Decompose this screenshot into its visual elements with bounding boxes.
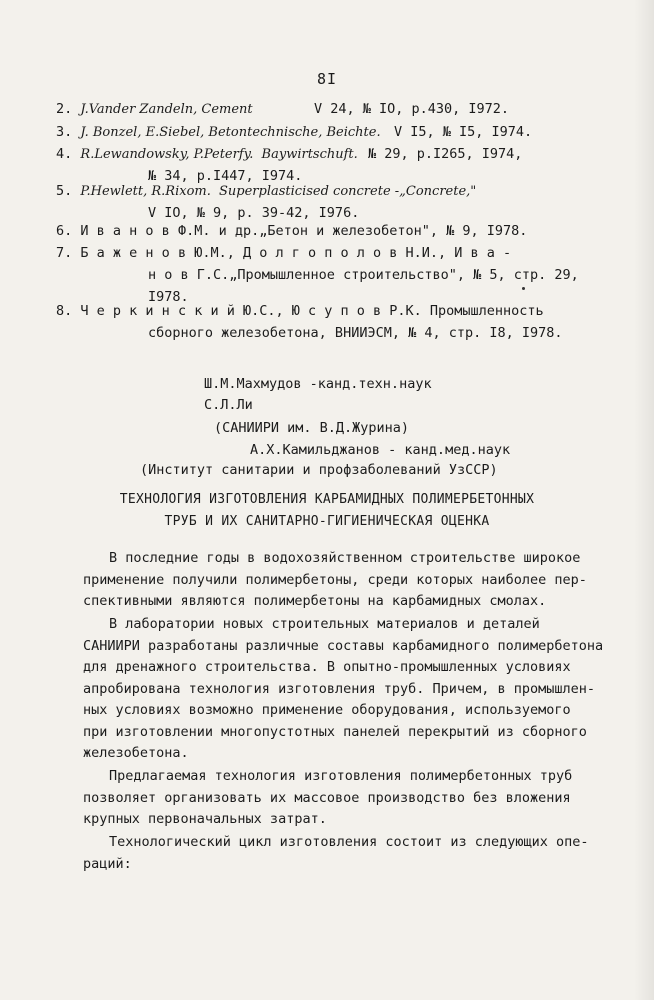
- paragraph-line: САНИИРИ разработаны различные составы карбамидного полимербетона: [83, 637, 604, 654]
- author-line: А.Х.Камильджанов - канд.мед.наук: [250, 442, 511, 458]
- reference-number: 3.: [56, 124, 73, 140]
- reference-author: R.Lewandowsky, P.Peterfy.: [80, 147, 254, 162]
- paragraph: [83, 832, 603, 875]
- reference-text: Б а ж е н о в Ю.М., Д о л г о п о л о в Н.И., И в а -: [80, 245, 512, 261]
- paragraph-line: позволяет организовать их массовое производство без вложения: [83, 789, 571, 806]
- paragraph: [83, 548, 603, 613]
- paragraph-line: при изготовлении многопустотных панелей перекрытий из сборного: [83, 723, 587, 740]
- article-title-line: ТЕХНОЛОГИЯ ИЗГОТОВЛЕНИЯ КАРБАМИДНЫХ ПОЛИМЕРБЕТОННЫХ: [119, 492, 535, 507]
- paragraph-line: В лаборатории новых строительных материалов и деталей: [109, 616, 540, 632]
- affiliation-line: (САНИИРИ им. В.Д.Журина): [214, 420, 410, 436]
- paragraph-line: Предлагаемая технология изготовления полимербетонных труб: [109, 768, 573, 784]
- reference-author: P.Hewlett, R.Rixom.: [80, 184, 211, 199]
- reference-number: 5.: [56, 183, 73, 199]
- affiliation-line: (Институт санитарии и профзаболеваний УзССР): [140, 462, 498, 478]
- reference-details: V I5, № I5, I974.: [394, 124, 533, 140]
- paragraph-line: спективными являются полимербетоны на карбамидных смолах.: [83, 593, 547, 609]
- page-number: 8I: [316, 70, 338, 88]
- reference-title: Superplasticised concrete -„Concrete,": [219, 184, 477, 199]
- reference-continuation: I978.: [148, 289, 189, 305]
- reference-title: Betontechnische, Beichte.: [208, 125, 381, 140]
- paragraph-line: апробирована технология изготовления труб. Причем, в промышлен-: [83, 680, 596, 697]
- paragraph-line: В последние годы в водохозяйственном строительстве широкое: [109, 550, 581, 566]
- article-title-line: ТРУБ И ИХ САНИТАРНО-ГИГИЕНИЧЕСКАЯ ОЦЕНКА: [164, 514, 490, 529]
- reference-title: Baywirtschuft.: [261, 147, 358, 162]
- reference-continuation: н о в Г.С.„Промышленное строительство", № 5, стр. 29,: [148, 267, 579, 283]
- paragraph-line: для дренажного строительства. В опытно-промышленных условиях: [83, 659, 571, 675]
- paragraph-line: ных условиях возможно применение оборудования, используемого: [83, 702, 571, 718]
- reference-details: V 24, № IO, p.430, I972.: [314, 101, 510, 117]
- paragraph-line: раций:: [83, 855, 132, 872]
- reference-number: 2.: [56, 101, 73, 117]
- paragraph: [83, 766, 603, 831]
- paragraph-line: применение получили полимербетоны, среди которых наиболее пер-: [83, 571, 587, 588]
- reference-text: И в а н о в Ф.М. и др.„Бетон и железобетон", № 9, I978.: [80, 223, 528, 239]
- reference-text: Ч е р к и н с к и й Ю.С., Ю с у п о в Р.К. Промышленность: [80, 303, 544, 319]
- author-line: Ш.М.Махмудов -канд.техн.наук: [204, 376, 432, 392]
- paragraph-line: крупных первоначальных затрат.: [83, 811, 327, 827]
- ink-speck: [522, 287, 525, 290]
- reference-number: 4.: [56, 146, 73, 162]
- reference-continuation: V IO, № 9, p. 39-42, I976.: [148, 205, 360, 221]
- reference-continuation: сборного железобетона, ВНИИЭСМ, № 4, стр. I8, I978.: [148, 325, 563, 341]
- reference-item: 3. J. Bonzel, E.Siebel, Betontechnische, Beichte. V I5, № I5, I974.: [56, 124, 533, 140]
- reference-title: Cement: [201, 102, 253, 117]
- reference-author: J.Vander Zandeln: [80, 102, 194, 117]
- paragraph: [83, 614, 603, 765]
- reference-number: 6.: [56, 223, 73, 239]
- reference-item: 2. J.Vander Zandeln, Cement V 24, № IO, p.430, I972.: [56, 101, 510, 117]
- reference-number: 8.: [56, 303, 73, 319]
- reference-continuation: № 34, p.I447, I974.: [148, 168, 303, 184]
- author-line: С.Л.Ли: [204, 397, 253, 413]
- reference-item: [56, 146, 523, 184]
- reference-item: [56, 223, 527, 239]
- reference-item: [56, 303, 563, 341]
- paragraph-line: железобетона.: [83, 745, 189, 761]
- paragraph-line: Технологический цикл изготовления состоит из следующих опе-: [109, 834, 589, 850]
- reference-item: [56, 183, 477, 221]
- reference-number: 7.: [56, 245, 73, 261]
- reference-item: [56, 245, 579, 305]
- reference-author: J. Bonzel, E.Siebel: [80, 125, 201, 140]
- reference-details: № 29, p.I265, I974,: [368, 146, 523, 162]
